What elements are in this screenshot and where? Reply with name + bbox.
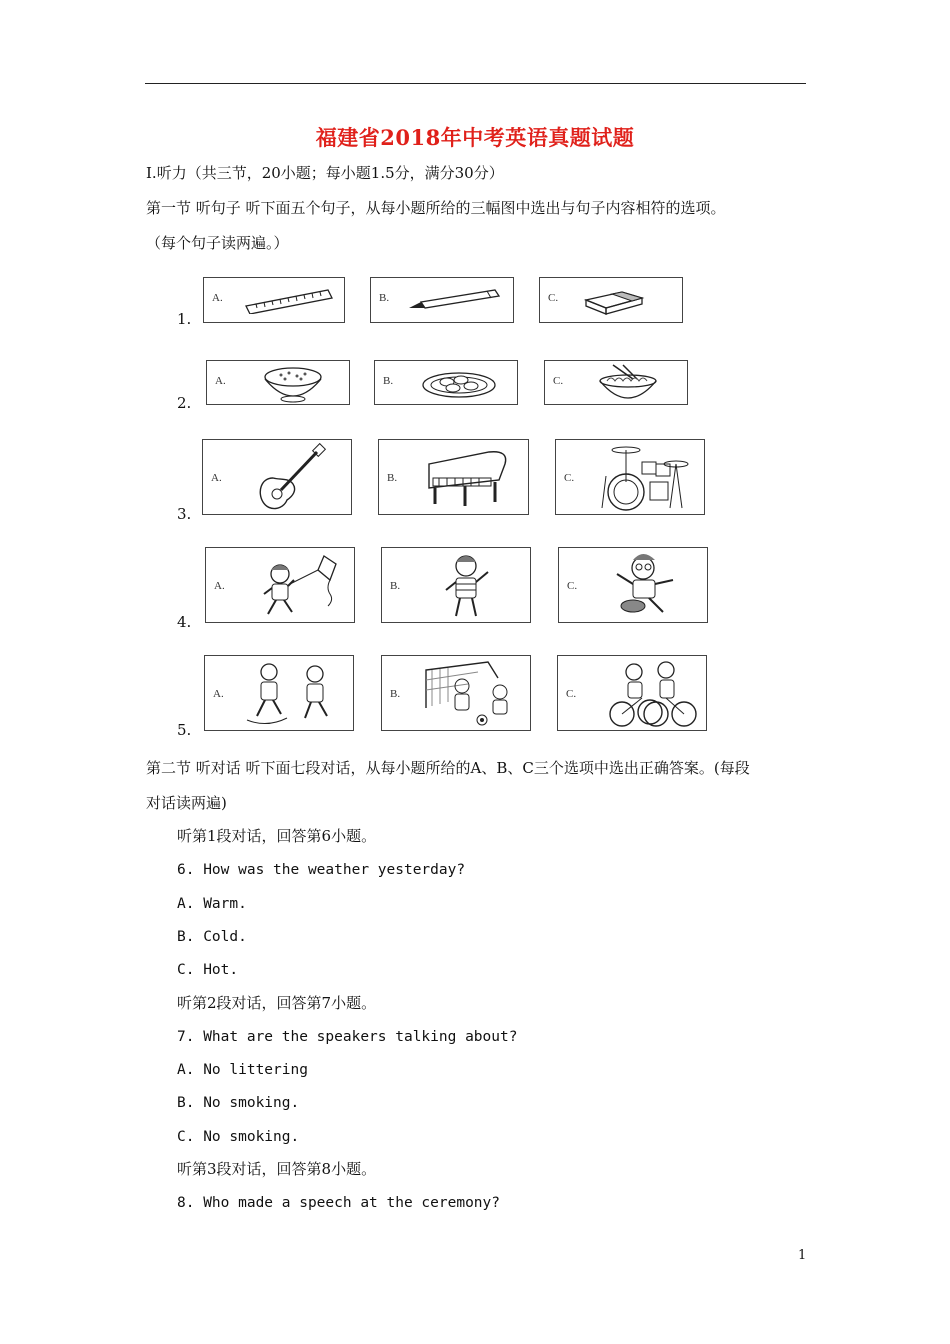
option-label: B. bbox=[387, 472, 398, 484]
option-image-box[interactable] bbox=[558, 547, 708, 623]
cycling-kids-icon bbox=[602, 658, 702, 730]
option-label: A. bbox=[215, 375, 226, 387]
option-label: A. bbox=[213, 688, 224, 700]
question-text: 6. How was the weather yesterday? bbox=[177, 862, 466, 878]
option-label: C. bbox=[566, 688, 577, 700]
option-image-box[interactable] bbox=[544, 360, 688, 405]
question-number: 4. bbox=[177, 613, 192, 631]
answer-option[interactable]: B. No smoking. bbox=[177, 1095, 300, 1111]
option-image-box[interactable] bbox=[203, 277, 345, 323]
answer-option[interactable]: A. No littering bbox=[177, 1062, 308, 1078]
guitar-icon bbox=[251, 442, 331, 514]
question-text: 7. What are the speakers talking about? bbox=[177, 1029, 518, 1045]
dialogue-intro: 听第3段对话，回答第8小题。 bbox=[177, 1160, 377, 1178]
question-text: 8. Who made a speech at the ceremony? bbox=[177, 1195, 501, 1211]
option-label: C. bbox=[567, 580, 578, 592]
option-label: A. bbox=[214, 580, 225, 592]
rice-bowl-icon bbox=[261, 365, 325, 403]
option-label: B. bbox=[379, 292, 390, 304]
answer-option[interactable]: C. Hot. bbox=[177, 962, 239, 978]
option-label: C. bbox=[548, 292, 559, 304]
page-number: 1 bbox=[798, 1248, 807, 1263]
question-number: 3. bbox=[177, 505, 192, 523]
option-label: B. bbox=[390, 580, 401, 592]
part1-instructions-cont: （每个句子读两遍。） bbox=[146, 234, 289, 252]
option-image-box[interactable] bbox=[381, 547, 531, 623]
option-label: A. bbox=[211, 472, 222, 484]
option-image-box[interactable] bbox=[555, 439, 705, 515]
option-image-box[interactable] bbox=[378, 439, 529, 515]
noodles-bowl-icon bbox=[593, 363, 663, 403]
boy-drum-icon bbox=[603, 550, 693, 622]
question-number: 5. bbox=[177, 721, 192, 739]
part1-instructions: 第一节 听句子 听下面五个句子，从每小题所给的三幅图中选出与句子内容相符的选项。 bbox=[146, 199, 726, 217]
option-image-box[interactable] bbox=[557, 655, 707, 731]
boy-kite-icon bbox=[246, 550, 346, 622]
question-number: 2. bbox=[177, 394, 192, 412]
option-label: A. bbox=[212, 292, 223, 304]
dumplings-plate-icon bbox=[419, 367, 499, 401]
pencil-icon bbox=[407, 288, 503, 312]
boy-waving-icon bbox=[432, 550, 502, 622]
drums-icon bbox=[596, 442, 696, 514]
option-label: C. bbox=[553, 375, 564, 387]
piano-icon bbox=[419, 444, 519, 512]
part2-instructions: 第二节 听对话 听下面七段对话，从每小题所给的A、B、C三个选项中选出正确答案。(每段 bbox=[146, 759, 750, 777]
option-image-box[interactable] bbox=[205, 547, 355, 623]
option-image-box[interactable] bbox=[370, 277, 514, 323]
question-number: 1. bbox=[177, 310, 192, 328]
header-rule bbox=[145, 83, 806, 84]
option-label: B. bbox=[383, 375, 394, 387]
option-image-box[interactable] bbox=[204, 655, 354, 731]
ruler-icon bbox=[244, 286, 334, 314]
football-kids-icon bbox=[418, 658, 528, 730]
section-header: Ⅰ.听力（共三节，20小题；每小题1.5分，满分30分） bbox=[146, 164, 504, 182]
option-image-box[interactable] bbox=[202, 439, 352, 515]
page-title: 福建省2018年中考英语真题试题 bbox=[315, 125, 635, 150]
option-image-box[interactable] bbox=[381, 655, 531, 731]
eraser-icon bbox=[582, 284, 646, 316]
dialogue-intro: 听第2段对话，回答第7小题。 bbox=[177, 994, 377, 1012]
dialogue-intro: 听第1段对话，回答第6小题。 bbox=[177, 827, 377, 845]
option-label: C. bbox=[564, 472, 575, 484]
part2-instructions-cont: 对话读两遍) bbox=[146, 794, 227, 812]
skating-kids-icon bbox=[239, 658, 349, 730]
answer-option[interactable]: A. Warm. bbox=[177, 896, 247, 912]
option-image-box[interactable] bbox=[374, 360, 518, 405]
answer-option[interactable]: B. Cold. bbox=[177, 929, 247, 945]
option-image-box[interactable] bbox=[206, 360, 350, 405]
option-image-box[interactable] bbox=[539, 277, 683, 323]
answer-option[interactable]: C. No smoking. bbox=[177, 1129, 300, 1145]
option-label: B. bbox=[390, 688, 401, 700]
